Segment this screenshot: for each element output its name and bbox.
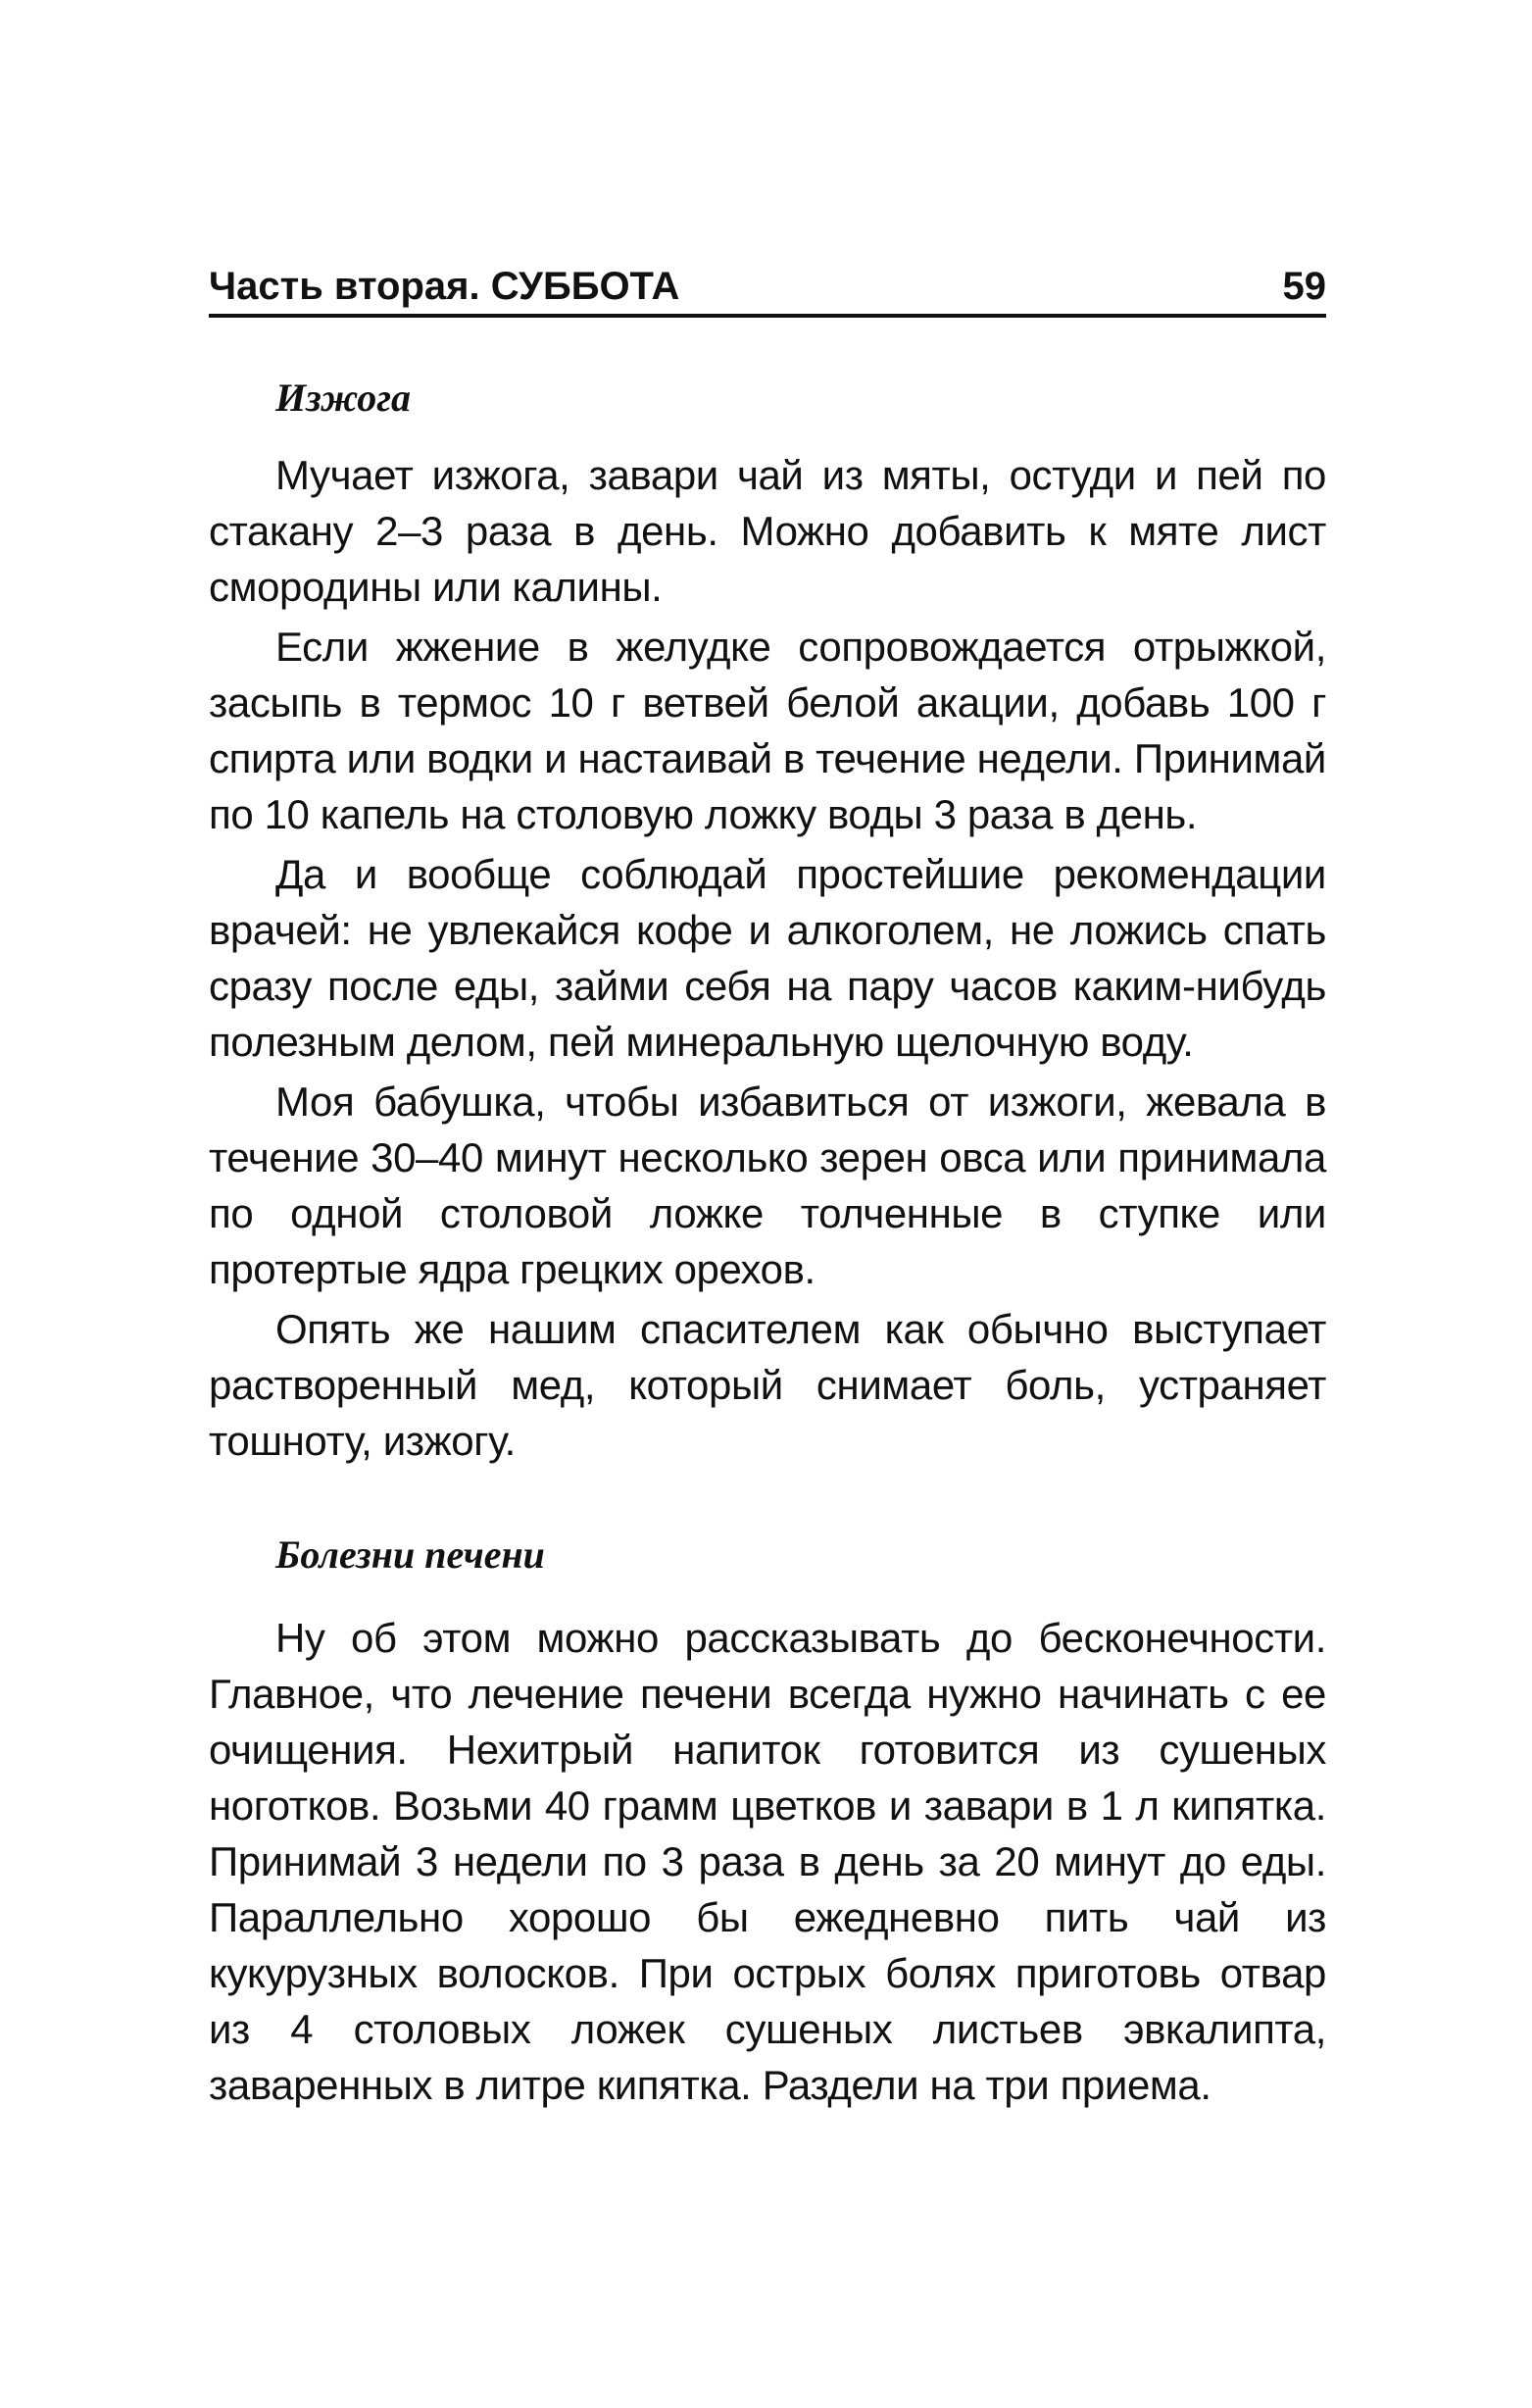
paragraph: Мучает изжога, завари чай из мяты, остуди и пей по стакану 2–3 раза в день. Можно добавить к мяте лист смородины или калины.: [209, 452, 1326, 610]
running-header: [209, 263, 1326, 318]
section-title-heartburn: Изжога: [275, 376, 412, 420]
paragraph: Да и вообще соблюдай простейшие рекомендации врачей: не увлекайся кофе и алкоголем, не ложись спать сразу после еды, займи себя на пару часов каким-нибудь полезным делом, пей минеральную щелочную воду.: [209, 851, 1326, 1065]
page-number: 59: [1282, 265, 1326, 308]
paragraph: Ну об этом можно рассказывать до бесконечности. Главное, что лечение печени всегда нужно начинать с ее очищения. Нехитрый напиток готовится из сушеных ноготков. Возьми 40 грамм цветков и завари в 1 л кипятка. Принимай 3 недели по 3 раза в день за 20 минут до еды. Параллельно хорошо бы ежедневно пить чай из кукурузных волосков. При острых болях приготовь отвар из 4 столовых ложек сушеных листьев эвкалипта, заваренных в литре кипятка. Раздели на три приема.: [209, 1615, 1326, 2108]
chapter-title: Часть вторая. СУББОТА: [209, 265, 680, 308]
book-page: [209, 263, 1326, 2117]
section-title-liver-diseases: Болезни печени: [275, 1532, 545, 1577]
paragraph: Моя бабушка, чтобы избавиться от изжоги, жевала в течение 30–40 минут несколько зерен овса или принимала по одной столовой ложке толченные в ступке или протертые ядра грецких орехов.: [209, 1079, 1326, 1292]
paragraph: Если жжение в желудке сопровождается отрыжкой, засыпь в термос 10 г ветвей белой акации, добавь 100 г спирта или водки и настаивай в течение недели. Принимай по 10 капель на столовую ложку воды 3 раза в день.: [209, 624, 1326, 837]
paragraph: Опять же нашим спасителем как обычно выступает растворенный мед, который снимает боль, устраняет тошноту, изжогу.: [209, 1306, 1326, 1464]
